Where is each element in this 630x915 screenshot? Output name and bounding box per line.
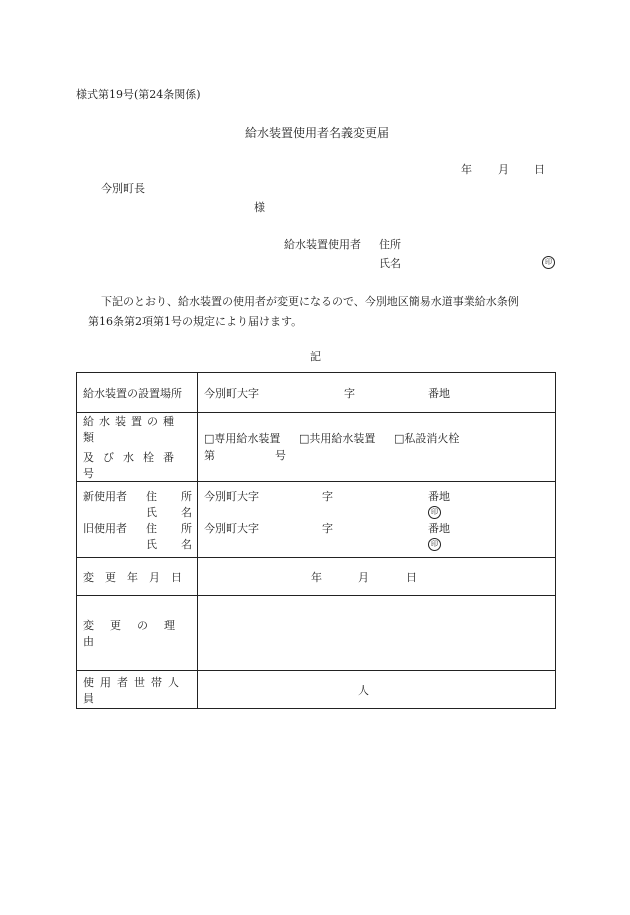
- seal-icon: 印: [428, 538, 441, 551]
- applicant-address-label: 住所: [379, 238, 401, 251]
- type-label-line-2: 及び水栓番号: [83, 451, 183, 480]
- household-label: 使用者世帯人員: [83, 675, 185, 705]
- reason-row: [77, 596, 556, 671]
- addressee: 今別町長: [101, 182, 145, 195]
- change-date-value-cell[interactable]: [198, 558, 556, 596]
- ki-heading: 記: [310, 350, 321, 363]
- type-value-cell: [198, 413, 556, 482]
- location-row: [77, 373, 556, 413]
- change-date-day: 日: [406, 570, 417, 584]
- location-aza: 字: [344, 386, 355, 400]
- applicant-name-label: 氏名: [379, 257, 401, 270]
- location-value-cell[interactable]: [198, 373, 556, 413]
- type-label-cell: [77, 413, 198, 482]
- reason-label-cell: [77, 596, 198, 671]
- location-label-cell: [77, 373, 198, 413]
- household-unit: 人: [358, 683, 369, 697]
- users-label-cell: [77, 482, 216, 558]
- change-date-label: 変更年月日: [83, 570, 193, 584]
- household-value-cell[interactable]: [198, 671, 556, 709]
- reason-value-cell[interactable]: [198, 596, 556, 671]
- old-user-aza: 字: [322, 521, 333, 535]
- new-user-banchi: 番地: [428, 489, 450, 503]
- seal-icon: 印: [428, 506, 441, 519]
- applicant-role: 給水装置使用者: [284, 238, 361, 251]
- option-hydrant-checkbox[interactable]: □私設消火栓: [394, 432, 460, 445]
- change-date-row: [77, 558, 556, 596]
- location-town: 今別町大字: [204, 386, 259, 400]
- applicant-seal: [542, 254, 555, 269]
- new-user-address-label: 住所: [146, 489, 216, 503]
- date-month-label: 月: [498, 163, 509, 176]
- type-label-line-1: 給水装置の種類: [83, 415, 179, 444]
- old-user-seal: [428, 536, 441, 551]
- option-shared-checkbox[interactable]: □共用給水装置: [299, 432, 376, 445]
- option-dedicated-checkbox[interactable]: □専用給水装置: [204, 432, 281, 445]
- new-user-role: 新使用者: [83, 489, 127, 503]
- body-text-line-2: 第16条第2項第1号の規定により届けます。: [88, 315, 303, 328]
- old-user-banchi: 番地: [428, 521, 450, 535]
- honorific: 様: [254, 201, 265, 214]
- old-user-name-label: 氏名: [146, 537, 216, 551]
- old-user-address-label: 住所: [146, 521, 216, 535]
- location-banchi: 番地: [428, 386, 450, 400]
- change-date-label-cell: [77, 558, 198, 596]
- household-label-cell: [77, 671, 198, 709]
- new-user-seal: [428, 504, 441, 519]
- new-user-aza: 字: [322, 489, 333, 503]
- tap-number-suffix: 号: [275, 449, 286, 462]
- household-row: [77, 671, 556, 709]
- date-year-label: 年: [461, 163, 472, 176]
- new-user-town: 今別町大字: [204, 489, 259, 503]
- old-user-town: 今別町大字: [204, 521, 259, 535]
- change-date-year: 年: [311, 570, 322, 584]
- tap-number-prefix: 第: [204, 449, 215, 462]
- seal-icon: 印: [542, 256, 555, 269]
- page-title: 給水装置使用者名義変更届: [245, 126, 390, 140]
- form-number: 様式第19号(第24条関係): [76, 88, 201, 101]
- users-row: [77, 482, 556, 558]
- users-value-cell[interactable]: [198, 482, 556, 558]
- location-label: 給水装置の設置場所: [83, 386, 182, 400]
- type-row: [77, 413, 556, 482]
- new-user-name-label: 氏名: [146, 505, 216, 519]
- old-user-role: 旧使用者: [83, 521, 127, 535]
- change-date-month: 月: [358, 570, 369, 584]
- body-text-line-1: 下記のとおり、給水装置の使用者が変更になるので、今別地区簡易水道事業給水条例: [101, 295, 519, 308]
- reason-label: 変更の理由: [83, 619, 191, 648]
- date-day-label: 日: [534, 163, 545, 176]
- form-table: [76, 372, 556, 709]
